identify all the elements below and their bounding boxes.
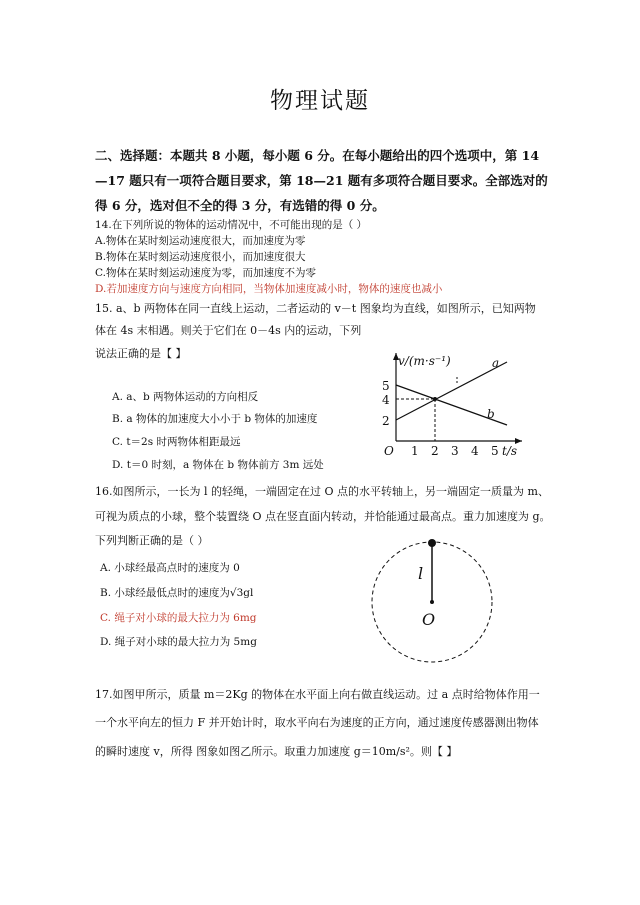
q16-option-a: A. 小球经最高点时的速度为 0 [100,562,240,574]
x-tick-5: 5 [491,444,499,457]
y-axis-label: v/(m·s⁻¹) [398,354,451,368]
q14-option-d: D.若加速度方向与速度方向相同，当物体加速度减小时，物体的速度也减小 [95,283,443,295]
y-tick-2: 2 [382,414,390,428]
q17-line-1: 17.如图甲所示，质量 m＝2Kg 的物体在水平面上向右做直线运动。过 a 点时给物体作用一 [95,688,540,701]
center-label: O [422,610,436,629]
x-tick-3: 3 [451,444,459,457]
origin-label: O [384,444,394,457]
page-title: 物理试题 [270,88,370,114]
q17-line-2: 一个水平向左的恒力 F 并开始计时，取水平向右为速度的正方向，通过速度传感器测出物体 [95,716,539,729]
line-a-label: a [492,356,500,370]
q15-option-d: D. t＝0 时刻，a 物体在 b 物体前方 3m 远处 [112,459,324,471]
x-axis-label: t/s [502,444,518,457]
q16-option-b: B. 小球经最低点时的速度为√3gl [100,587,254,599]
x-tick-2: 2 [431,444,439,457]
intersection-point [433,397,437,401]
q16-option-c: C. 绳子对小球的最大拉力为 6mg [100,612,257,624]
q15-stem-line-1: 15. a、b 两物体在同一直线上运动，二者运动的 v－t 图象均为直线，如图所示，已知两物 [95,302,536,315]
q14-option-b: B.物体在某时刻运动速度很小，而加速度很大 [95,251,306,263]
vt-graph [362,345,530,457]
rope-label: l [418,564,424,583]
q15-option-b: B. a 物体的加速度大小小于 b 物体的加速度 [112,413,318,425]
q16-option-d: D. 绳子对小球的最大拉力为 5mg [100,636,257,648]
q15-stem-line-3: 说法正确的是【 】 [95,347,187,360]
q17-line-3: 的瞬时速度 v，所得 图象如图乙所示。取重力加速度 g＝10m/s²。则【 】 [95,745,458,758]
x-tick-4: 4 [471,444,479,457]
pivot-point [430,600,434,604]
q15-option-a: A. a、b 两物体运动的方向相反 [112,391,259,403]
line-b-label: b [487,407,495,421]
q14-option-a: A.物体在某时刻运动速度很大，而加速度为零 [95,235,306,247]
q16-stem-line-1: 16.如图所示，一长为 l 的轻绳，一端固定在过 O 点的水平转轴上，另一端固定一质量为 m、 [95,485,549,498]
q16-stem-line-3: 下列判断正确的是（ ） [95,534,209,547]
y-tick-5: 5 [382,379,390,393]
y-tick-4: 4 [382,393,390,407]
section-instructions-line-2: —17 题只有一项符合题目要求，第 18—21 题有多项符合题目要求。全部选对的 [95,173,548,188]
q15-stem-line-2: 体在 4s 末相遇。则关于它们在 0－4s 内的运动，下列 [95,324,362,337]
q14-stem: 14.在下列所说的物体的运动情况中，不可能出现的是（ ） [95,219,368,231]
ball [428,539,436,547]
q16-stem-line-2: 可视为质点的小球，整个装置绕 O 点在竖直面内转动，并恰能通过最高点。重力加速度为 g。 [95,510,551,523]
rope-circle-figure [368,535,508,670]
x-tick-1: 1 [411,444,419,457]
section-instructions-line-3: 得 6 分，选对但不全的得 3 分，有选错的得 0 分。 [95,198,385,213]
section-instructions-line-1: 二、选择题：本题共 8 小题，每小题 6 分。在每小题给出的四个选项中，第 14 [95,148,540,163]
q14-option-c: C.物体在某时刻运动速度为零，而加速度不为零 [95,267,316,279]
q15-option-c: C. t＝2s 时两物体相距最远 [112,436,241,448]
